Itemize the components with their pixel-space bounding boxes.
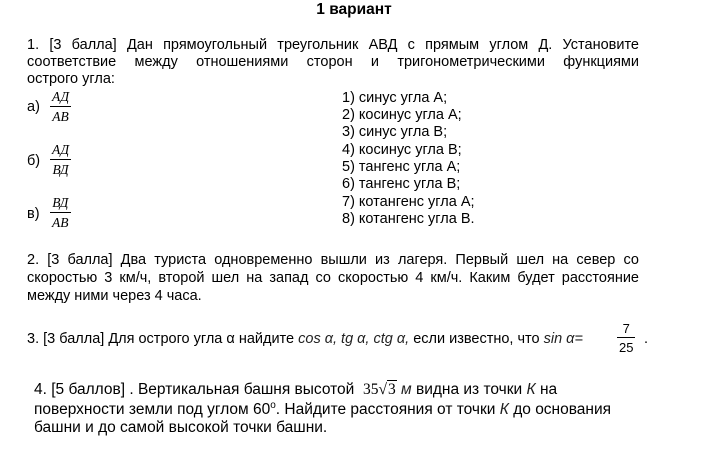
- answer-item: 4) косинус угла В;: [342, 142, 462, 158]
- q2-line-2: скоростью 3 км/ч, второй шел на запад со скоростью 4 км/ч. Каким будет расстояние: [27, 270, 639, 286]
- q4-unit: м: [401, 381, 412, 398]
- answer-item: 2) косинус угла А;: [342, 107, 462, 123]
- q4-line-2-end: до основания: [513, 401, 612, 419]
- q4-height-coef: 35: [362, 381, 379, 398]
- q4-line-1-start: 4. [5 баллов] . Вертикальная башня высотой: [34, 381, 355, 398]
- q3-end: .: [644, 331, 649, 347]
- q3-denominator: 25: [619, 340, 634, 355]
- option-c-label: в): [27, 206, 40, 222]
- q4-line-1-mid: видна из точки: [415, 381, 523, 398]
- option-a-denominator: АВ: [52, 109, 69, 124]
- q4-height-radicand: 3: [387, 381, 396, 398]
- option-c-fraction: [50, 195, 71, 231]
- fraction-bar: [50, 106, 71, 107]
- q3-numerator: 7: [622, 321, 630, 336]
- page-title: 1 вариант: [316, 1, 392, 18]
- degree-sign: o: [270, 400, 276, 411]
- answer-item: 5) тангенс угла А;: [342, 159, 461, 175]
- q4-line-2-start: поверхности земли под углом 60: [34, 401, 271, 419]
- q4-point: К: [499, 401, 509, 419]
- q3-middle: если известно, что: [413, 331, 540, 347]
- fraction-bar: [50, 159, 71, 160]
- option-b-denominator: ВД: [52, 162, 69, 177]
- q3-functions: cos α, tg α, ctg α,: [298, 331, 410, 347]
- answer-item: 6) тангенс угла В;: [342, 176, 461, 192]
- option-c-numerator: ВД: [52, 195, 69, 210]
- option-a-label: а): [27, 99, 40, 115]
- q4-line-2: [34, 400, 611, 419]
- q1-line-1: 1. [3 балла] Дан прямоугольный треугольник АВД с прямым углом Д. Установите: [27, 37, 639, 53]
- q4-point: К: [526, 381, 536, 398]
- option-b-label: б): [27, 153, 41, 169]
- sqrt-icon: √: [378, 381, 387, 398]
- q4-line-1: [34, 381, 557, 399]
- option-b-numerator: АД: [52, 142, 70, 157]
- q2-line-1: 2. [3 балла] Два туриста одновременно вышли из лагеря. Первый шел на север со: [27, 252, 639, 268]
- fraction-bar: [50, 212, 71, 213]
- q3-sin: sin α=: [543, 331, 583, 347]
- option-a-numerator: АД: [52, 89, 70, 104]
- q1-line-3: острого угла:: [27, 71, 115, 87]
- q3-prefix: 3. [3 балла] Для острого угла α найдите: [27, 331, 295, 347]
- q1-line-2: соответствие между отношениями сторон и тригонометрическими функциями: [27, 54, 639, 70]
- answer-item: 3) синус угла В;: [342, 124, 448, 140]
- q2-line-3: между ними через 4 часа.: [27, 288, 202, 304]
- option-b-fraction: [50, 142, 71, 178]
- fraction-bar: [617, 337, 635, 338]
- answer-item: 1) синус угла А;: [342, 90, 448, 106]
- q4-line-1-end: на: [539, 381, 558, 398]
- answer-item: 7) котангенс угла А;: [342, 194, 475, 210]
- q4-line-2-mid: . Найдите расстояния от точки: [275, 401, 496, 419]
- option-a-fraction: [50, 89, 71, 125]
- option-c-denominator: АВ: [52, 215, 69, 230]
- q3-fraction: [617, 321, 635, 355]
- answer-item: 8) котангенс угла В.: [342, 211, 475, 227]
- q4-line-3: башни и до самой высокой точки башни.: [34, 419, 328, 436]
- q3-text: [27, 331, 583, 347]
